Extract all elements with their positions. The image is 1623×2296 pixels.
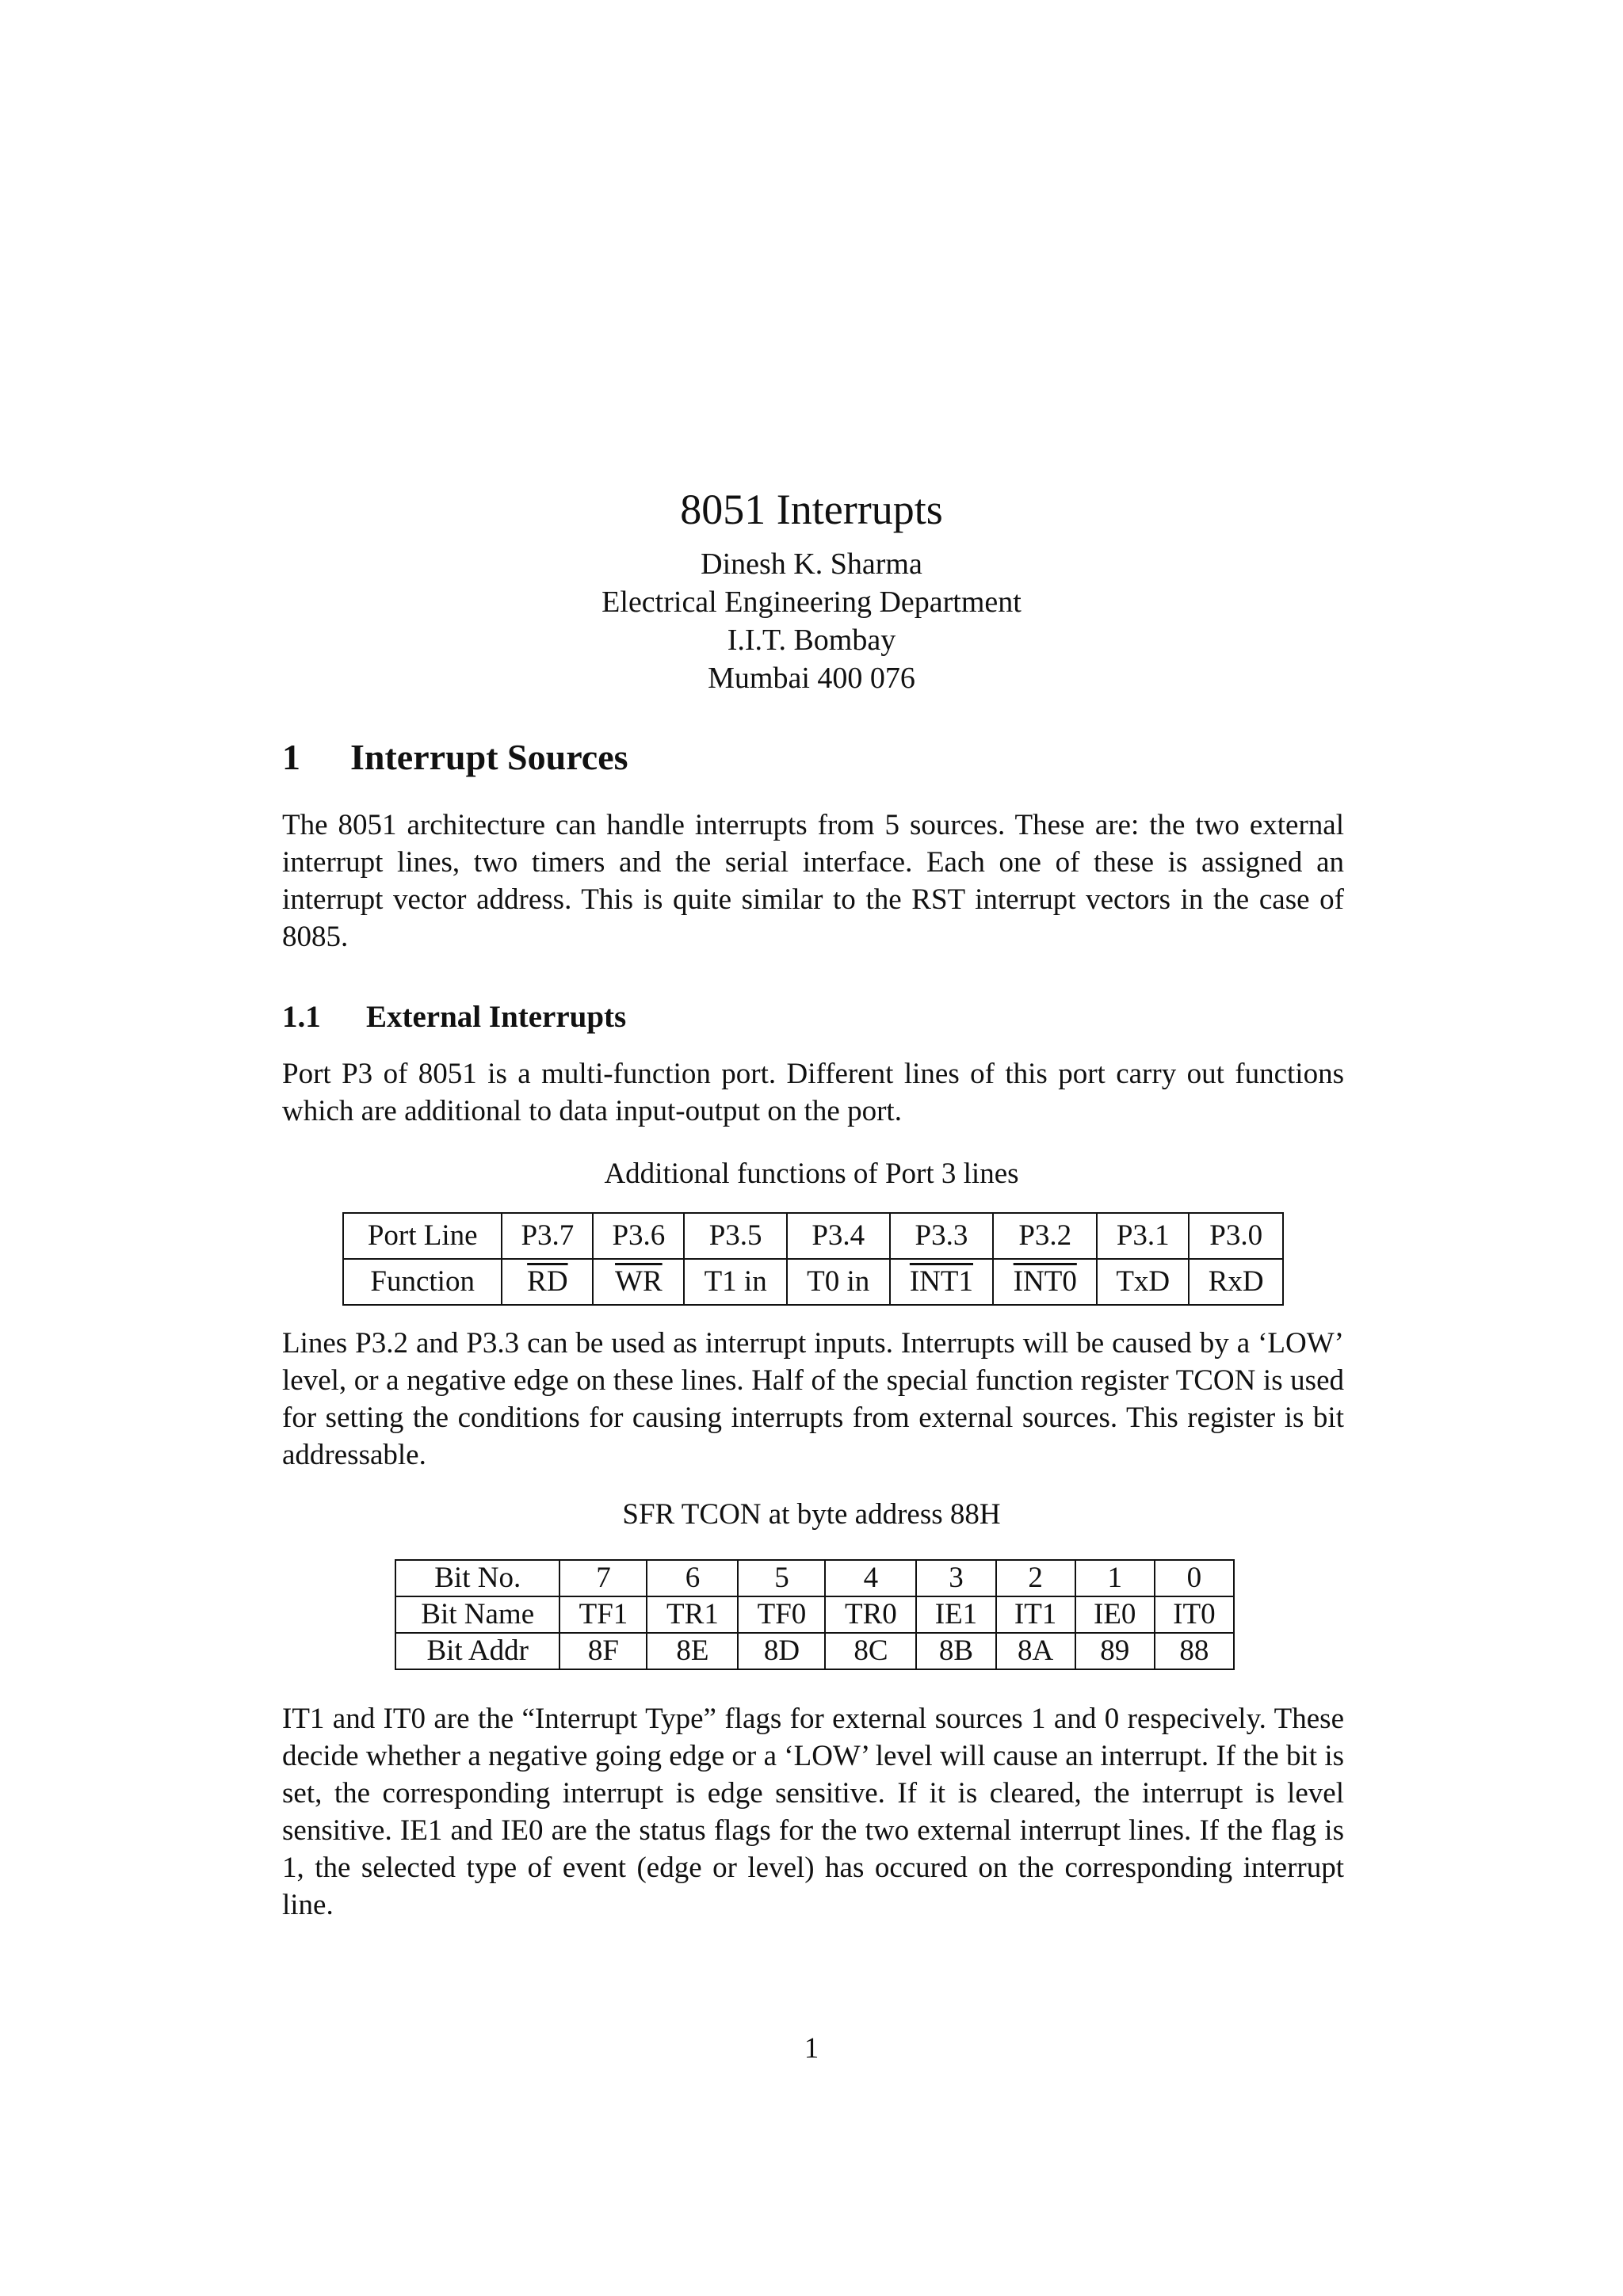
author-city: Mumbai 400 076 xyxy=(708,662,915,695)
document-title: 8051 Interrupts xyxy=(680,486,943,534)
table-cell xyxy=(890,1259,994,1305)
tcon-table-caption: SFR TCON at byte address 88H xyxy=(622,1498,1001,1531)
section-1-1-number: 1.1 xyxy=(282,1000,321,1034)
section-1-1-title: External Interrupts xyxy=(366,1000,627,1034)
table-cell: P3.2 xyxy=(993,1213,1097,1259)
table-cell: Bit Name xyxy=(395,1596,559,1633)
table-cell: Function xyxy=(343,1259,502,1305)
table-cell: 5 xyxy=(738,1560,825,1596)
table-cell: 1 xyxy=(1075,1560,1155,1596)
table-cell: 8F xyxy=(559,1633,647,1669)
section-1-1-paragraph-1: Port P3 of 8051 is a multi-function port. Different lines of this port carry out functions which are additional to data input-output on the port. xyxy=(282,1058,1344,1127)
author-institute: I.I.T. Bombay xyxy=(727,624,896,657)
table-row xyxy=(395,1560,1234,1596)
table-cell: Bit No. xyxy=(395,1560,559,1596)
tcon-register-table xyxy=(395,1559,1235,1670)
active-low-signal: INT1 xyxy=(909,1265,974,1298)
table-cell: T1 in xyxy=(684,1259,787,1305)
table-cell xyxy=(593,1259,684,1305)
author-department: Electrical Engineering Department xyxy=(601,585,1022,619)
table-cell: 89 xyxy=(1075,1633,1155,1669)
table-cell: Bit Addr xyxy=(395,1633,559,1669)
table-cell: 8D xyxy=(738,1633,825,1669)
table-cell: TF1 xyxy=(559,1596,647,1633)
section-1-heading xyxy=(282,734,1344,781)
table-row xyxy=(343,1259,1283,1305)
table-cell: 88 xyxy=(1155,1633,1234,1669)
active-low-signal: $\overline{WR}$ xyxy=(615,1265,663,1298)
table-cell: 7 xyxy=(559,1560,647,1596)
table-cell: T0 in xyxy=(787,1259,890,1305)
table-cell: 6 xyxy=(647,1560,738,1596)
section-1-paragraph: The 8051 architecture can handle interrupts from 5 sources. These are: the two external interrupt lines, two timers and the serial interface. Each one of these is assigned an interrupt vector address. This is quite similar to the RST interrupt vectors in the case of 8085. xyxy=(282,809,1344,953)
table-cell: P3.5 xyxy=(684,1213,787,1259)
table-cell: P3.6 xyxy=(593,1213,684,1259)
table-cell: IT0 xyxy=(1155,1596,1234,1633)
section-1-number: 1 xyxy=(282,737,300,777)
table-cell: IE0 xyxy=(1075,1596,1155,1633)
table-cell: 8A xyxy=(996,1633,1075,1669)
table-cell: 0 xyxy=(1155,1560,1234,1596)
table-cell: IT1 xyxy=(996,1596,1075,1633)
table-cell: IE1 xyxy=(916,1596,995,1633)
table-cell: P3.1 xyxy=(1097,1213,1189,1259)
table-cell: 2 xyxy=(996,1560,1075,1596)
table-row xyxy=(395,1596,1234,1633)
active-low-signal: $\overline{RD}$ xyxy=(527,1265,568,1298)
table-row xyxy=(395,1633,1234,1669)
table-cell: Port Line xyxy=(343,1213,502,1259)
table-cell: P3.0 xyxy=(1189,1213,1283,1259)
section-1-title: Interrupt Sources xyxy=(350,737,628,777)
table-cell: TR1 xyxy=(647,1596,738,1633)
table-cell: TxD xyxy=(1097,1259,1189,1305)
active-low-signal: INT0 xyxy=(1013,1265,1077,1298)
table-cell: RxD xyxy=(1189,1259,1283,1305)
port3-functions-table xyxy=(342,1212,1284,1306)
table-cell: 4 xyxy=(825,1560,916,1596)
port3-table-caption: Additional functions of Port 3 lines xyxy=(604,1158,1019,1190)
table-cell: 8C xyxy=(825,1633,916,1669)
table-cell: TR0 xyxy=(825,1596,916,1633)
table-cell: P3.4 xyxy=(787,1213,890,1259)
page-number: 1 xyxy=(804,2032,819,2065)
section-1-1-paragraph-3: IT1 and IT0 are the “Interrupt Type” flags for external sources 1 and 0 respecively. These decide whether a negative going edge or a ‘LOW’ level will cause an interrupt. If the bit is set, the corresponding interrupt is edge sensitive. If it is cleared, the interrupt is level sensitive. IE1 and IE0 are the status flags for the two external interrupt lines. If the flag is 1, the selected type of event (edge or level) has occured on the corresponding interrupt line. xyxy=(282,1703,1344,1921)
table-cell: 8B xyxy=(916,1633,995,1669)
table-cell xyxy=(502,1259,593,1305)
author-block xyxy=(0,545,1623,697)
author-name: Dinesh K. Sharma xyxy=(701,547,922,581)
table-cell: P3.3 xyxy=(890,1213,994,1259)
table-cell: 8E xyxy=(647,1633,738,1669)
table-row xyxy=(343,1213,1283,1259)
table-cell xyxy=(993,1259,1097,1305)
section-1-1-heading xyxy=(282,997,1344,1038)
table-cell: P3.7 xyxy=(502,1213,593,1259)
table-cell: 3 xyxy=(916,1560,995,1596)
section-1-1-paragraph-2: Lines P3.2 and P3.3 can be used as interrupt inputs. Interrupts will be caused by a ‘LOW’ level, or a negative edge on these lines. Half of the special function register TCON is used for setting the conditions for causing interrupts from external sources. This register is bit addressable. xyxy=(282,1327,1344,1471)
table-cell: TF0 xyxy=(738,1596,825,1633)
